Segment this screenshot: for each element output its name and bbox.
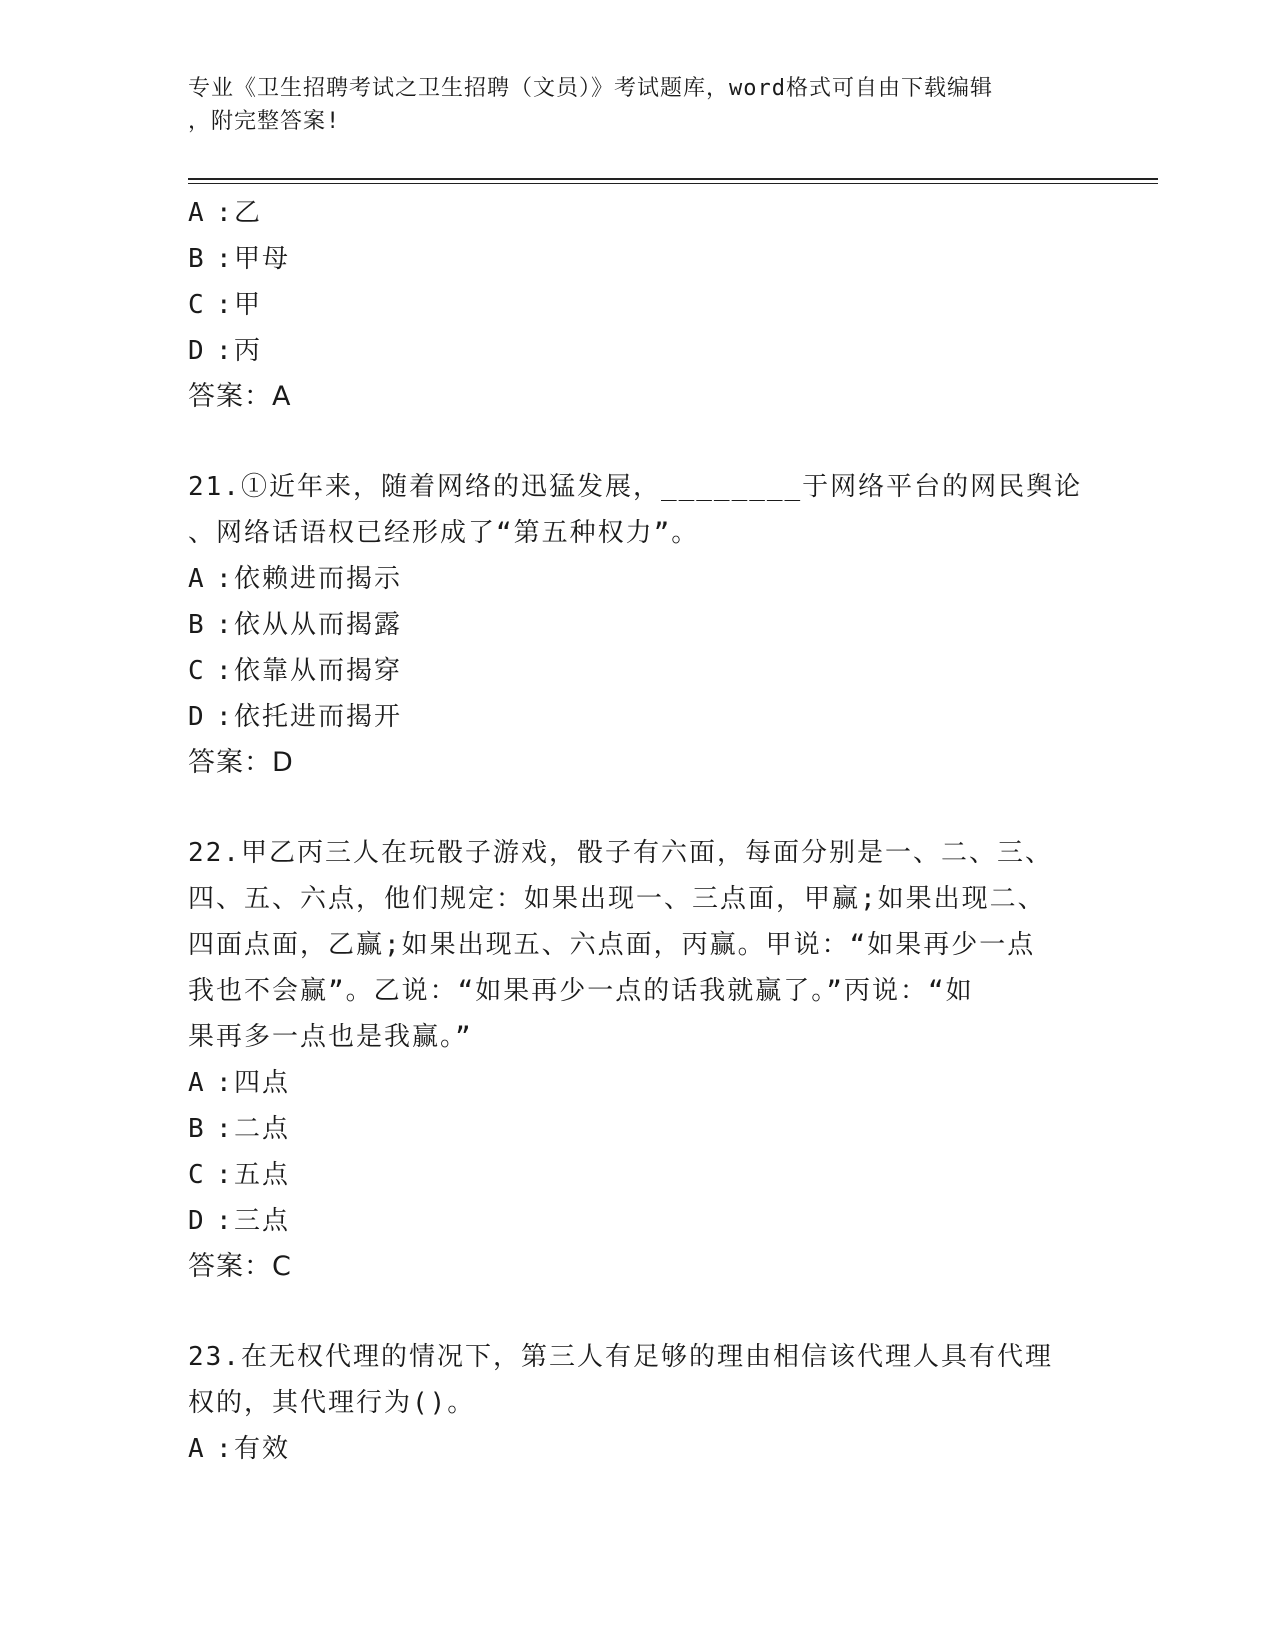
document-header	[188, 72, 1068, 138]
option-letter: B	[188, 1114, 206, 1144]
question-stem-line: 我也不会赢”。乙说：“如果再少一点的话我就赢了。”丙说：“如	[188, 976, 974, 1006]
option-separator: :	[216, 1114, 234, 1144]
option-b	[188, 1106, 1088, 1152]
question-20-tail	[188, 190, 1088, 420]
option-d	[188, 1198, 1088, 1244]
option-separator: :	[216, 564, 234, 594]
option-separator: :	[216, 610, 234, 640]
option-text: 依靠从而揭穿	[234, 656, 403, 686]
option-a	[188, 556, 1088, 602]
option-letter: A	[188, 1434, 206, 1464]
question-list	[188, 190, 1088, 1472]
option-separator: :	[216, 1068, 234, 1098]
option-separator: :	[216, 244, 234, 274]
question-22	[188, 830, 1088, 1290]
option-text: 五点	[234, 1160, 291, 1190]
option-separator: :	[216, 1160, 234, 1190]
header-rule-thin	[188, 183, 1158, 184]
option-separator: :	[216, 290, 234, 320]
option-letter: B	[188, 244, 206, 274]
question-stem-line: 21.①近年来，随着网络的迅猛发展，________于网络平台的网民舆论	[188, 472, 1083, 502]
header-rule-thick	[188, 178, 1158, 180]
option-letter: B	[188, 610, 206, 640]
option-separator: :	[216, 702, 234, 732]
option-letter: C	[188, 656, 206, 686]
header-line-1: 专业《卫生招聘考试之卫生招聘（文员）》考试题库，word格式可自由下载编辑	[188, 76, 993, 101]
option-separator: :	[216, 336, 234, 366]
question-stem-line: 23.在无权代理的情况下，第三人有足够的理由相信该代理人具有代理	[188, 1342, 1053, 1372]
option-letter: A	[188, 1068, 206, 1098]
option-text: 四点	[234, 1068, 291, 1098]
option-text: 依赖进而揭示	[234, 564, 403, 594]
option-letter: D	[188, 702, 206, 732]
option-text: 乙	[234, 198, 263, 228]
option-letter: C	[188, 1160, 206, 1190]
option-text: 二点	[234, 1114, 291, 1144]
option-a	[188, 1060, 1088, 1106]
option-text: 甲	[234, 290, 263, 320]
question-stem-line: 权的，其代理行为()。	[188, 1388, 476, 1418]
option-letter: C	[188, 290, 206, 320]
question-stem	[188, 830, 1068, 1060]
question-stem-line: 果再多一点也是我赢。”	[188, 1022, 473, 1052]
answer-label: 答案：A	[188, 381, 292, 412]
option-separator: :	[216, 656, 234, 686]
option-d	[188, 328, 1088, 374]
option-text: 有效	[234, 1434, 291, 1464]
option-c	[188, 282, 1088, 328]
question-stem-line: 22.甲乙丙三人在玩骰子游戏，骰子有六面，每面分别是一、二、三、	[188, 838, 1053, 868]
option-letter: D	[188, 1206, 206, 1236]
option-separator: :	[216, 198, 234, 228]
option-separator: :	[216, 1434, 234, 1464]
option-b	[188, 602, 1088, 648]
question-stem-line: 四、五、六点，他们规定：如果出现一、三点面，甲赢;如果出现二、	[188, 884, 1046, 914]
question-stem-line: 四面点面，乙赢;如果出现五、六点面，丙赢。甲说：“如果再少一点	[188, 930, 1036, 960]
option-text: 依托进而揭开	[234, 702, 403, 732]
option-text: 丙	[234, 336, 263, 366]
option-text: 甲母	[234, 244, 291, 274]
option-b	[188, 236, 1088, 282]
option-letter: D	[188, 336, 206, 366]
option-separator: :	[216, 1206, 234, 1236]
question-23	[188, 1334, 1088, 1472]
option-d	[188, 694, 1088, 740]
answer-label: 答案：C	[188, 1251, 292, 1282]
option-a	[188, 190, 1088, 236]
option-a	[188, 1426, 1088, 1472]
answer-label: 答案：D	[188, 747, 294, 778]
header-line-2: ，附完整答案!	[188, 109, 341, 134]
question-stem	[188, 1334, 1068, 1426]
option-c	[188, 648, 1088, 694]
option-text: 依从从而揭露	[234, 610, 403, 640]
question-stem	[188, 464, 1083, 556]
option-letter: A	[188, 564, 206, 594]
option-c	[188, 1152, 1088, 1198]
question-21	[188, 464, 1088, 786]
option-letter: A	[188, 198, 206, 228]
option-text: 三点	[234, 1206, 291, 1236]
question-stem-line: 、网络话语权已经形成了“第五种权力”。	[188, 518, 700, 548]
